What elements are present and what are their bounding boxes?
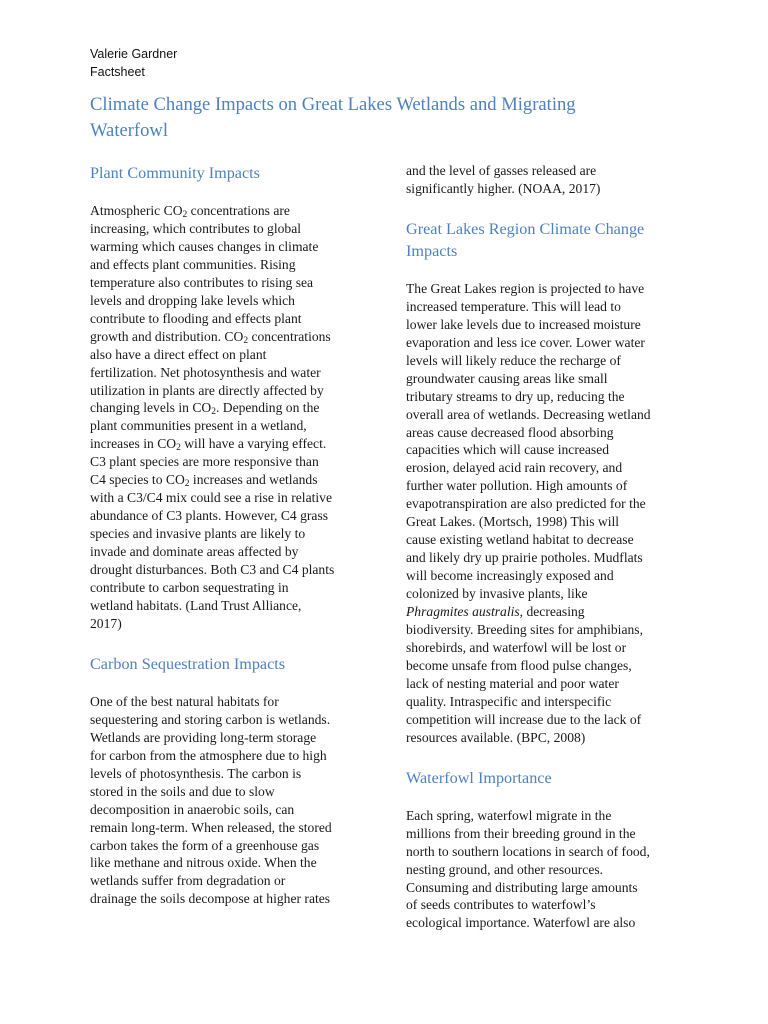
paragraph-great-lakes (406, 280, 668, 747)
text-line: Each spring, waterfowl migrate in the (406, 807, 612, 823)
text-line: evapotranspiration are also predicted for the (406, 496, 646, 512)
text-line: wetland habitats. (Land Trust Alliance, (90, 597, 302, 613)
text-line: tributary streams to dry up, reducing the (406, 388, 625, 404)
text-line: carbon takes the form of a greenhouse gas (90, 837, 320, 853)
heading-carbon-sequestration: Carbon Sequestration Impacts (90, 654, 286, 673)
text-line: remain long-term. When released, the stored (90, 819, 332, 835)
text-line: erosion, delayed acid rain recovery, and (406, 460, 623, 476)
text-line: and likely dry up prairie potholes. Mudflats (406, 550, 643, 566)
text-line: Consuming and distributing large amounts (406, 879, 638, 895)
text-line: and effects plant communities. Rising (90, 256, 296, 272)
text-line: sequestering and storing carbon is wetlands. (90, 711, 331, 727)
paragraph-carbon-continued (406, 162, 668, 198)
heading-plant-community: Plant Community Impacts (90, 164, 260, 182)
text-line: nesting ground, and other resources. (406, 861, 604, 877)
text-line: warming which causes changes in climate (90, 238, 319, 254)
text-line: overall area of wetlands. Decreasing wetland (406, 406, 651, 422)
text-line: wetlands suffer from degradation or (90, 873, 286, 889)
text-line: increased temperature. This will lead to (406, 298, 621, 314)
text-line: increases in $CO_2$ will have a varying effect. (90, 436, 327, 454)
text-line: Atmospheric $CO_2$ concentrations are (90, 203, 290, 220)
text-line: changing levels in $CO_2$. Depending on the (90, 400, 320, 418)
text-line: colonized by invasive plants, like (406, 586, 588, 602)
text-line: competition will increase due to the lack of (406, 711, 642, 727)
text-line: growth and distribution. $CO_2$ concentrations (90, 328, 331, 346)
text-line: temperature also contributes to rising sea (90, 274, 314, 290)
text-line: millions from their breeding ground in the (406, 825, 636, 841)
text-line: quality. Intraspecific and interspecific (406, 693, 612, 709)
text-line: will become increasingly exposed and (406, 568, 614, 584)
text-line: for carbon from the atmosphere due to high (90, 747, 327, 763)
text-line: species and invasive plants are likely to (90, 526, 306, 542)
text-line: groundwater causing areas like small (406, 370, 608, 386)
title-line: Waterfowl (90, 120, 169, 141)
text-line: with a C3/C4 mix could see a rise in relative (90, 490, 332, 506)
text-line: stored in the soils and due to slow (90, 783, 275, 799)
text-line: increasing, which contributes to global (90, 220, 302, 236)
text-line: levels will likely reduce the recharge of (406, 352, 621, 368)
text-line: like methane and nitrous oxide. When the (90, 855, 317, 871)
title-line: Climate Change Impacts on Great Lakes Wetlands and Migrating (90, 94, 576, 115)
text-line: C4 species to $CO_2$ increases and wetlands (90, 472, 318, 490)
author-name: Valerie Gardner (90, 47, 178, 61)
text-line: invade and dominate areas affected by (90, 544, 299, 560)
text-line: become unsafe from flood pulse changes, (406, 657, 632, 673)
text-line: also have a direct effect on plant (90, 346, 267, 362)
text-line: lower lake levels due to increased moisture (406, 316, 641, 332)
right-column (406, 162, 668, 932)
text-line: decomposition in anaerobic soils, can (90, 801, 295, 817)
text-line: areas cause decreased flood absorbing (406, 424, 614, 440)
text-line: resources available. (BPC, 2008) (406, 729, 586, 745)
paragraph-plant-community (90, 202, 352, 633)
text-line: 2017) (90, 615, 122, 631)
paragraph-carbon-sequestration (90, 693, 352, 908)
text-line: fertilization. Net photosynthesis and water (90, 364, 321, 380)
text-line: utilization in plants are directly affected by (90, 382, 324, 398)
text-line: One of the best natural habitats for (90, 693, 279, 709)
document-title (90, 92, 690, 144)
text-line: contribute to flooding and effects plant (90, 310, 302, 326)
text-line: levels of photosynthesis. The carbon is (90, 765, 302, 781)
text-line: contribute to carbon sequestrating in (90, 580, 289, 596)
heading-great-lakes (406, 218, 668, 262)
heading-waterfowl-importance: Waterfowl Importance (406, 768, 552, 787)
text-line: plant communities present in a wetland, (90, 418, 307, 434)
text-line: north to southern locations in search of food, (406, 843, 650, 859)
text-line: ecological importance. Waterfowl are also (406, 915, 636, 931)
text-line: and the level of gasses released are (406, 163, 597, 178)
text-line: capacities which will cause increased (406, 442, 610, 458)
left-column (90, 162, 352, 908)
text-line: significantly higher. (NOAA, 2017) (406, 180, 601, 196)
text-line: levels and dropping lake levels which (90, 292, 295, 308)
text-line: Wetlands are providing long-term storage (90, 729, 317, 745)
text-line: further water pollution. High amounts of (406, 478, 628, 494)
text-line: The Great Lakes region is projected to have (406, 280, 645, 296)
text-line: evaporation and less ice cover. Lower water (406, 334, 645, 350)
text-line: of seeds contributes to waterfowl’s (406, 897, 596, 913)
text-line: cause existing wetland habitat to decrease (406, 532, 634, 548)
text-line: Great Lakes. (Mortsch, 1998) This will (406, 514, 620, 530)
text-line: drainage the soils decompose at higher rates (90, 891, 331, 907)
paragraph-waterfowl-importance (406, 807, 668, 933)
text-line: drought disturbances. Both C3 and C4 plants (90, 562, 335, 578)
text-line: shorebirds, and waterfowl will be lost or (406, 639, 627, 655)
text-line: C3 plant species are more responsive than (90, 454, 319, 470)
text-line: biodiversity. Breeding sites for amphibians, (406, 622, 643, 638)
text-line: abundance of C3 plants. However, C4 grass (90, 508, 329, 524)
document-type: Factsheet (90, 65, 145, 79)
heading-line: Great Lakes Region Climate Change (406, 219, 645, 238)
text-line: Phragmites australis, decreasing (406, 604, 585, 620)
text-line: lack of nesting material and poor water (406, 675, 619, 691)
heading-line: Impacts (406, 241, 458, 260)
